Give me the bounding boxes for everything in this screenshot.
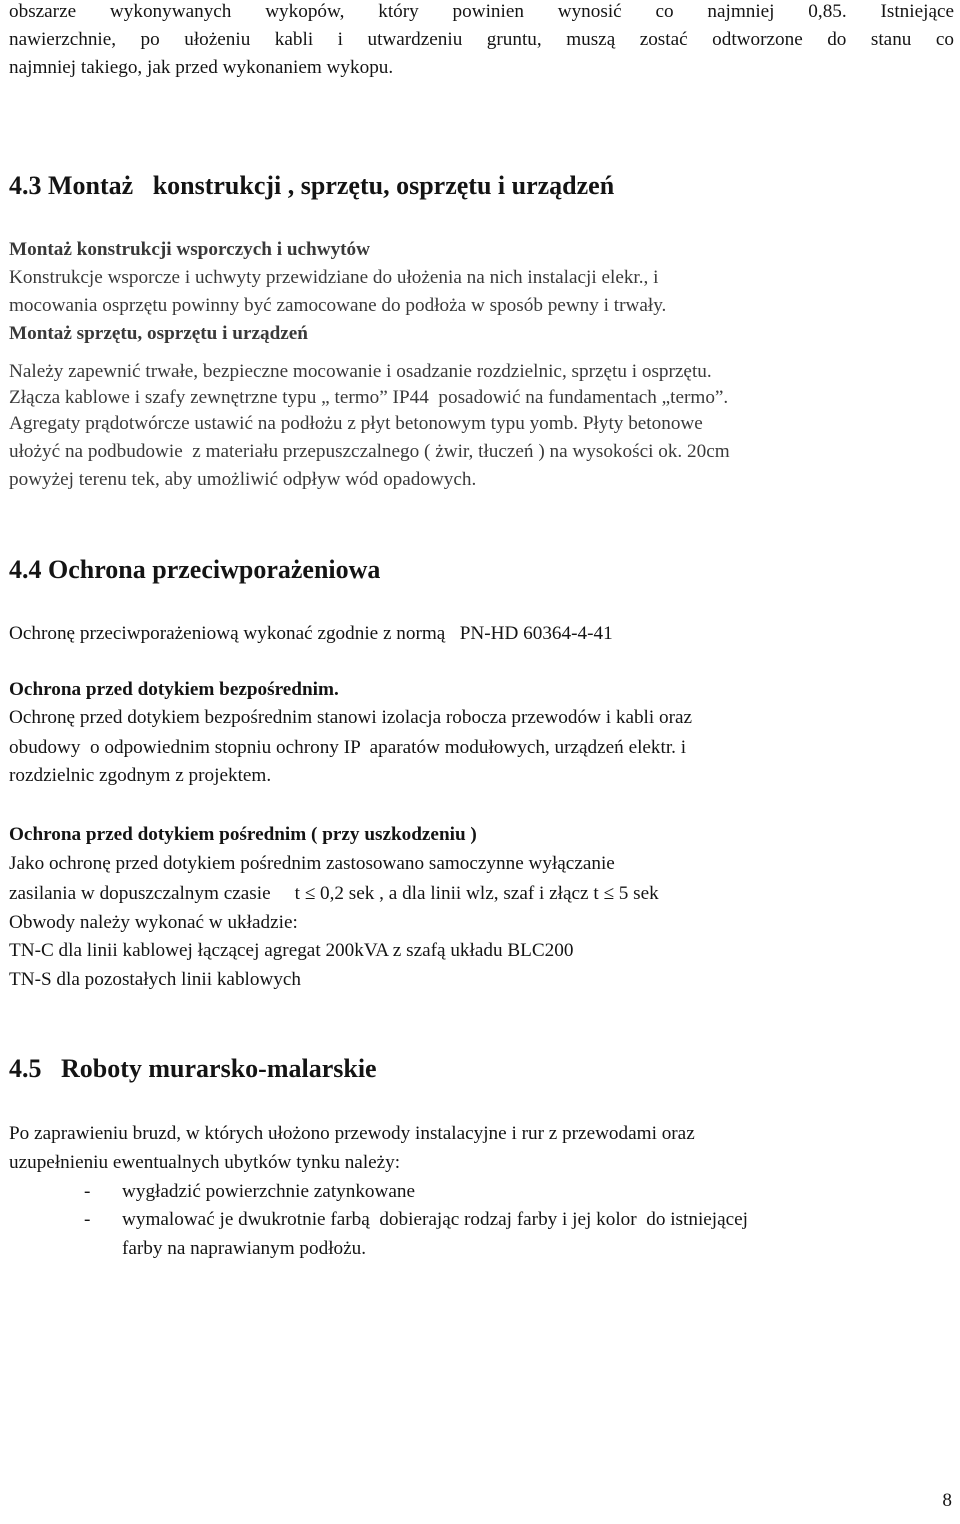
subheading: Ochrona przed dotykiem pośrednim ( przy uszkodzeniu ) <box>9 824 477 845</box>
intro-line: najmniej takiego, jak przed wykonaniem wykopu. <box>9 57 394 78</box>
list-dash: - <box>84 1209 91 1230</box>
paragraph-line: TN-S dla pozostałych linii kablowych <box>9 969 302 990</box>
subheading: Montaż sprzętu, osprzętu i urządzeń <box>9 323 308 344</box>
paragraph-line: Obwody należy wykonać w układzie: <box>9 912 298 933</box>
paragraph-line: Jako ochronę przed dotykiem pośrednim zastosowano samoczynne wyłączanie <box>9 853 615 874</box>
intro-line: obszarze wykonywanych wykopów, który powinien wynosić co najmniej 0,85. Istniejące <box>9 1 954 22</box>
page-number: 8 <box>942 1490 952 1511</box>
section-heading-4-3: 4.3 Montaż konstrukcji , sprzętu, osprzętu i urządzeń <box>9 171 615 200</box>
paragraph-line: zasilania w dopuszczalnym czasie t ≤ 0,2 sek , a dla linii wlz, szaf i złącz t ≤ 5 sek <box>9 883 659 904</box>
paragraph-line: uzupełnieniu ewentualnych ubytków tynku należy: <box>9 1152 401 1173</box>
paragraph-line: Agregaty prądotwórcze ustawić na podłożu z płyt betonowym typu yomb. Płyty betonowe <box>9 413 703 434</box>
paragraph-line: TN-C dla linii kablowej łączącej agregat 200kVA z szafą układu BLC200 <box>9 940 574 961</box>
list-item: wygładzić powierzchnie zatynkowane <box>122 1181 416 1202</box>
paragraph-line: ułożyć na podbudowie z materiału przepuszczalnego ( żwir, tłuczeń ) na wysokości ok. 20cm <box>9 441 730 462</box>
list-item: farby na naprawianym podłożu. <box>122 1238 367 1259</box>
section-heading-4-5: 4.5 Roboty murarsko-malarskie <box>9 1054 377 1083</box>
section-heading-4-4: 4.4 Ochrona przeciwporażeniowa <box>9 555 381 584</box>
intro-line: nawierzchnie, po ułożeniu kabli i utwardzeniu gruntu, muszą zostać odtworzone do stanu co <box>9 29 954 50</box>
list-item: wymalować je dwukrotnie farbą dobierając rodzaj farby i jej kolor do istniejącej <box>122 1209 749 1230</box>
paragraph-line: rozdzielnic zgodnym z projektem. <box>9 765 272 786</box>
paragraph-line: Ochronę przeciwporażeniową wykonać zgodnie z normą PN-HD 60364-4-41 <box>9 623 613 644</box>
subheading: Montaż konstrukcji wsporczych i uchwytów <box>9 239 371 260</box>
paragraph-line: mocowania osprzętu powinny być zamocowane do podłoża w sposób pewny i trwały. <box>9 295 667 316</box>
paragraph-line: obudowy o odpowiednim stopniu ochrony IP aparatów modułowych, urządzeń elektr. i <box>9 737 687 758</box>
paragraph-line: powyżej terenu tek, aby umożliwić odpływ wód opadowych. <box>9 469 477 490</box>
paragraph-line: Po zaprawieniu bruzd, w których ułożono przewody instalacyjne i rur z przewodami oraz <box>9 1123 695 1144</box>
list-dash: - <box>84 1181 91 1202</box>
paragraph-line: Ochronę przed dotykiem bezpośrednim stanowi izolacja robocza przewodów i kabli oraz <box>9 707 693 728</box>
subheading: Ochrona przed dotykiem bezpośrednim. <box>9 679 339 700</box>
paragraph-line: Złącza kablowe i szafy zewnętrzne typu „ termo” IP44 posadowić na fundamentach „termo”. <box>9 387 729 408</box>
paragraph-line: Należy zapewnić trwałe, bezpieczne mocowanie i osadzanie rozdzielnic, sprzętu i osprzętu. <box>9 361 712 382</box>
paragraph-line: Konstrukcje wsporcze i uchwyty przewidziane do ułożenia na nich instalacji elekr., i <box>9 267 659 288</box>
